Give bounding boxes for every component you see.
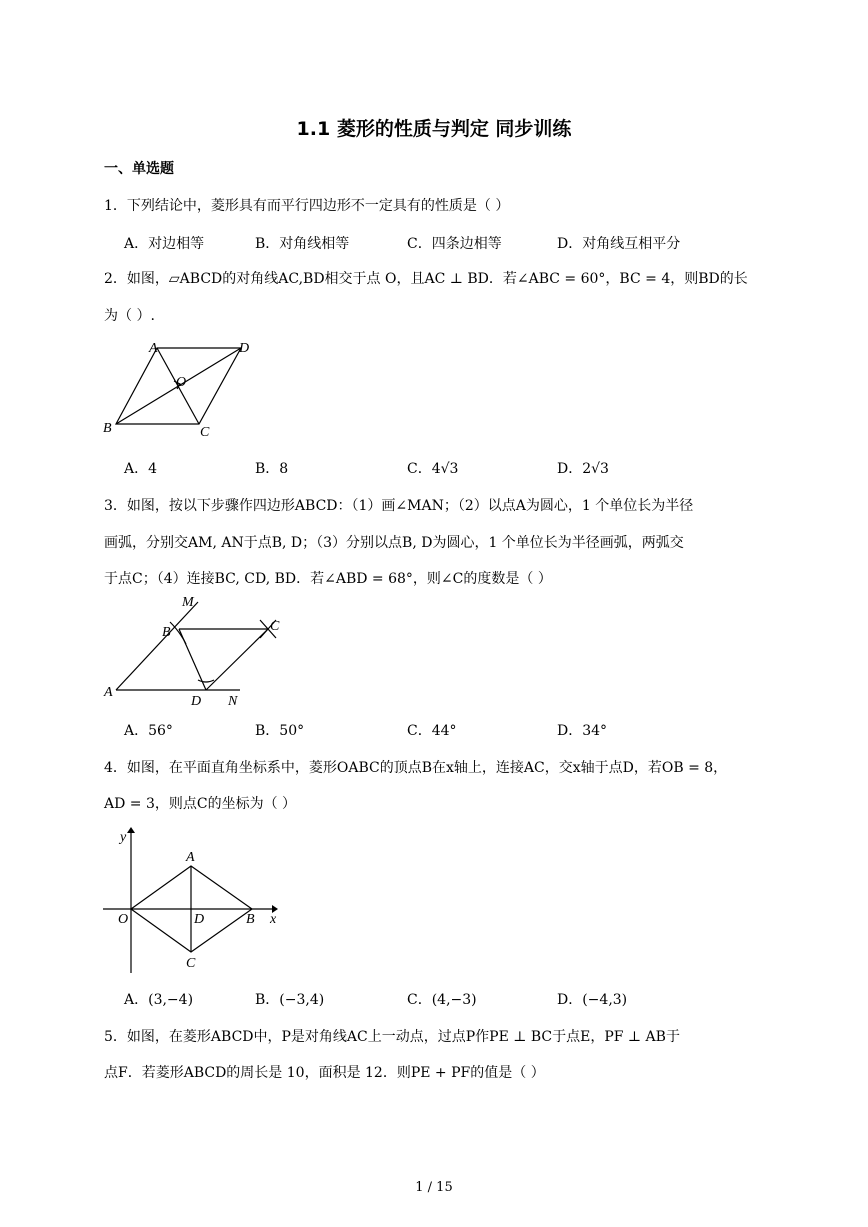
fig3-label-c: C bbox=[270, 619, 280, 634]
question-3-text-line-1: 3．如图，按以下步骤作四边形ABCD：（1）画∠MAN；（2）以点A为圆心，1 个单位长为半径 bbox=[104, 498, 694, 514]
question-3-figure bbox=[100, 592, 300, 717]
q1-option-c: C．四条边相等 bbox=[407, 236, 502, 252]
q3-option-b: B．50° bbox=[255, 723, 305, 739]
question-3-text-line-2: 画弧，分别交AM, AN于点B, D；（3）分别以点B, D为圆心，1 个单位长为半径画弧，两弧交 bbox=[104, 535, 684, 551]
fig4-label-y: y bbox=[120, 830, 127, 845]
fig2-label-c: C bbox=[200, 425, 210, 440]
q4-option-c: C．(4,−3) bbox=[407, 992, 477, 1008]
fig2-label-a: A bbox=[149, 341, 158, 356]
q4-option-a: A．(3,−4) bbox=[124, 992, 194, 1008]
arc-mark-b bbox=[170, 622, 186, 644]
q4-option-d: D．(−4,3) bbox=[557, 992, 628, 1008]
fig4-label-x: x bbox=[270, 912, 277, 927]
fig3-label-n: N bbox=[228, 694, 238, 709]
fig3-label-m: M bbox=[182, 595, 194, 610]
q1-option-d: D．对角线互相平分 bbox=[557, 236, 681, 252]
question-4-figure bbox=[100, 825, 290, 975]
fig3-label-a: A bbox=[104, 685, 113, 700]
q1-option-b: B．对角线相等 bbox=[255, 236, 350, 252]
fig2-label-b: B bbox=[103, 421, 112, 436]
q2-option-a: A．4 bbox=[124, 461, 158, 477]
ray-am bbox=[116, 602, 198, 690]
fig2-label-d: D bbox=[239, 341, 250, 356]
q2-option-b: B．8 bbox=[255, 461, 289, 477]
question-2-text-line-1: 2．如图，▱ABCD的对角线AC,BD相交于点 O，且AC ⊥ BD．若∠ABC = 60°，BC = 4，则BD的长 bbox=[104, 271, 748, 287]
q3-option-c: C．44° bbox=[407, 723, 457, 739]
fig4-label-a: A bbox=[186, 850, 195, 865]
q3-option-a: A．56° bbox=[124, 723, 173, 739]
q2-option-d: D．2√3 bbox=[557, 461, 609, 477]
fig3-label-d: D bbox=[191, 694, 202, 709]
y-axis-arrow-icon bbox=[127, 827, 135, 833]
arc-mark-d bbox=[198, 680, 214, 682]
fig4-label-c: C bbox=[186, 956, 196, 971]
question-2-figure bbox=[100, 338, 270, 443]
question-3-text-line-3: 于点C；（4）连接BC, CD, BD．若∠ABD = 68°，则∠C的度数是（ ） bbox=[104, 571, 552, 587]
question-4-text-line-2: AD = 3，则点C的坐标为（ ） bbox=[104, 796, 297, 812]
fig4-label-o: O bbox=[118, 912, 129, 927]
section-heading: 一、单选题 bbox=[104, 161, 174, 177]
fig4-label-d: D bbox=[194, 912, 205, 927]
q3-option-d: D．34° bbox=[557, 723, 608, 739]
fig4-label-b: B bbox=[246, 912, 255, 927]
segment-cd bbox=[206, 629, 268, 690]
q1-option-a: A．对边相等 bbox=[124, 236, 205, 252]
question-5-text-line-2: 点F．若菱形ABCD的周长是 10，面积是 12．则PE + PF的值是（ ） bbox=[104, 1065, 545, 1081]
question-5-text-line-1: 5．如图，在菱形ABCD中，P是对角线AC上一动点，过点P作PE ⊥ BC于点E，PF ⊥ AB于 bbox=[104, 1029, 680, 1045]
page-number: 1 / 15 bbox=[415, 1180, 453, 1195]
question-4-text-line-1: 4．如图，在平面直角坐标系中，菱形OABC的顶点B在x轴上，连接AC，交x轴于点D，若OB = 8， bbox=[104, 760, 728, 776]
page-title: 1.1 菱形的性质与判定 同步训练 bbox=[296, 118, 572, 140]
fig2-label-o: O bbox=[176, 375, 187, 390]
question-1-text: 1．下列结论中，菱形具有而平行四边形不一定具有的性质是（ ） bbox=[104, 198, 510, 214]
question-2-text-line-2: 为（ ）. bbox=[104, 308, 155, 324]
q2-option-c: C．4√3 bbox=[407, 461, 459, 477]
fig3-label-b: B bbox=[162, 625, 171, 640]
q4-option-b: B．(−3,4) bbox=[255, 992, 325, 1008]
